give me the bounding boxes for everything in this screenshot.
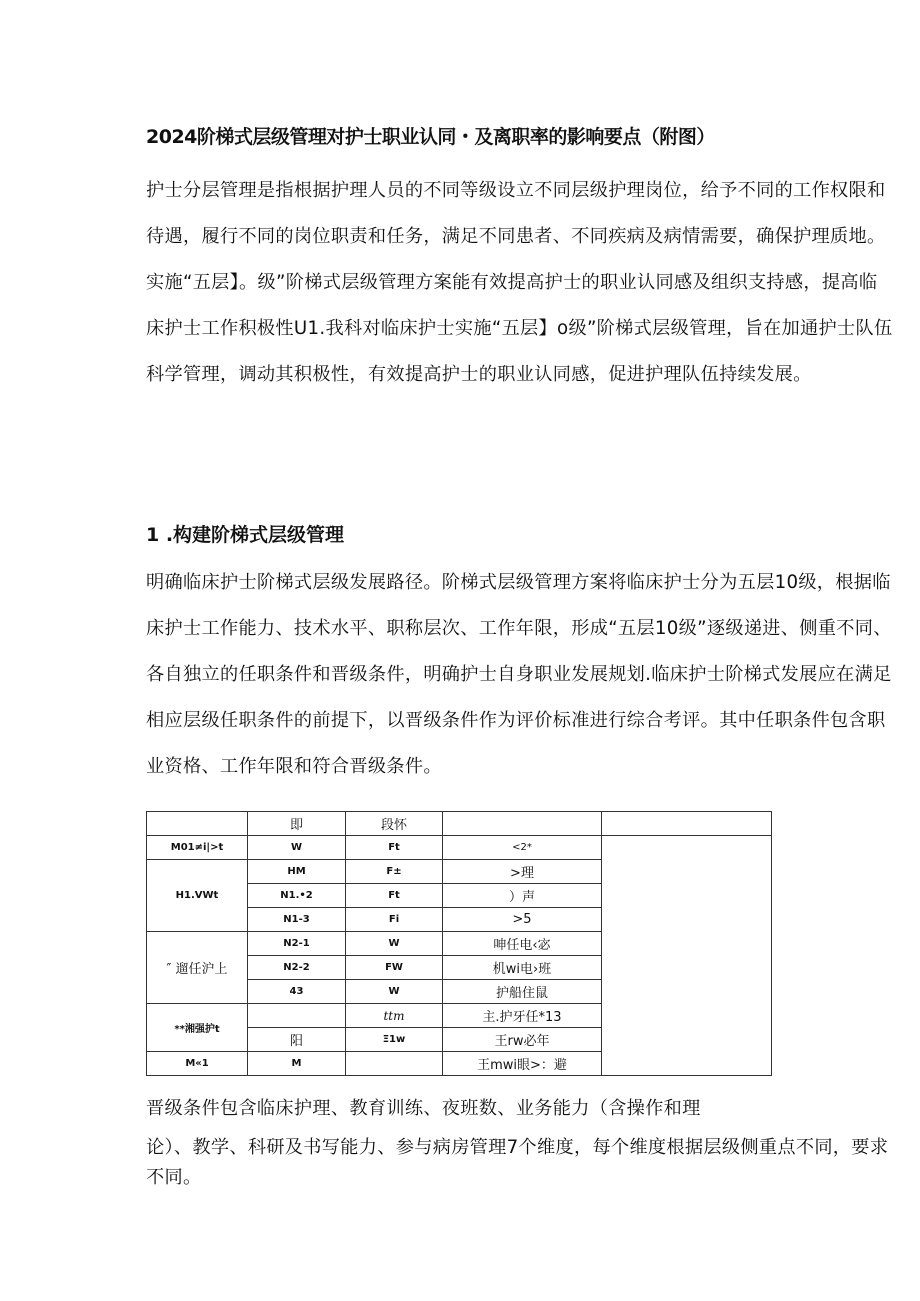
table-cell: W [346, 980, 443, 1004]
table-cell [346, 1052, 443, 1076]
after-table-paragraph: 晋级条件包含临床护理、教育训练、夜班数、业务能力（含操作和理 [146, 1098, 701, 1119]
table-cell: M01≠i|>t [147, 836, 248, 860]
table-cell: Ft [346, 884, 443, 908]
table-cell: N2-1 [248, 932, 346, 956]
intro-paragraph: 护士分层管理是指根据护理人员的不同等级设立不同层级护理岗位，给予不同的工作权限和待遇，履行不同的岗位职责和任务，满足不同患者、不同疾病及病情需要，确保护理质地。实施“五层】。级”阶梯式层级管理方案能有效提高护士的职业认同感及组织支持感，提高临床护士工作积极性U1.我科对临床护士实施“五层】o级”阶梯式层级管理，旨在加通护士队伍科学管理，调动其积极性，有效提高护士的职业认同感，促进护理队伍持续发展。 [146, 180, 893, 385]
table-cell: ）声 [443, 884, 602, 908]
section-heading: 1 .构建阶梯式层级管理 [146, 524, 345, 546]
table-cell: Ft [346, 836, 443, 860]
table-cell: 主.护牙任*13 [443, 1004, 602, 1028]
level-table [146, 811, 772, 1076]
table-cell: Ξ1w [346, 1028, 443, 1052]
table-cell: 阳 [248, 1028, 346, 1052]
table-cell: FW [346, 956, 443, 980]
table-cell: M«1 [147, 1052, 248, 1076]
table-header-cell [602, 812, 772, 836]
table-header-row [147, 812, 772, 836]
table-cell: 43 [248, 980, 346, 1004]
table-cell: HM [248, 860, 346, 884]
table-cell: 护船住鼠 [443, 980, 602, 1004]
table-cell: 王rw必年 [443, 1028, 602, 1052]
table-group-label: ″ 遛任沪上 [147, 932, 248, 1004]
table-header-cell [147, 812, 248, 836]
table-cell: N1.•2 [248, 884, 346, 908]
table-cell: F± [346, 860, 443, 884]
table-cell: >理 [443, 860, 602, 884]
table-cell: N2-2 [248, 956, 346, 980]
table-cell: 机wi电›班 [443, 956, 602, 980]
closing-paragraph: 论）、教学、科研及书写能力、参与病房管理7个维度，每个维度根据层级侧重点不同，要求不同。 [146, 1137, 889, 1188]
table-cell: 王mwi眼>：避 [443, 1052, 602, 1076]
table-empty-column [602, 836, 772, 1076]
table-cell: <2* [443, 836, 602, 860]
table-cell: W [346, 932, 443, 956]
table-cell: Fi [346, 908, 443, 932]
table-cell: N1-3 [248, 908, 346, 932]
table-cell: W [248, 836, 346, 860]
table-cell [248, 1004, 346, 1028]
table-group-label: H1.VWt [147, 860, 248, 932]
table-row [147, 836, 772, 860]
table-cell: >5 [443, 908, 602, 932]
table-header-cell: 段怀 [346, 812, 443, 836]
table-cell: ttm [346, 1004, 443, 1028]
table-cell: 呻任电‹宓 [443, 932, 602, 956]
table-cell: M [248, 1052, 346, 1076]
table-header-cell: 即 [248, 812, 346, 836]
section-paragraph: 明确临床护士阶梯式层级发展路径。阶梯式层级管理方案将临床护士分为五层10级，根据临床护士工作能力、技术水平、职称层次、工作年限，形成“五层10级”逐级递进、侧重不同、各自独立的任职条件和晋级条件，明确护士自身职业发展规划.临床护士阶梯式发展应在满足相应层级任职条件的前提下，以晋级条件作为评价标准进行综合考评。其中任职条件包含职业资格、工作年限和符合晋级条件。 [146, 572, 892, 777]
document-title: 2024阶梯式层级管理对护士职业认同・及离职率的影响要点（附图） [146, 126, 715, 148]
table-group-label: **湘强护t [147, 1004, 248, 1052]
table-header-cell [443, 812, 602, 836]
